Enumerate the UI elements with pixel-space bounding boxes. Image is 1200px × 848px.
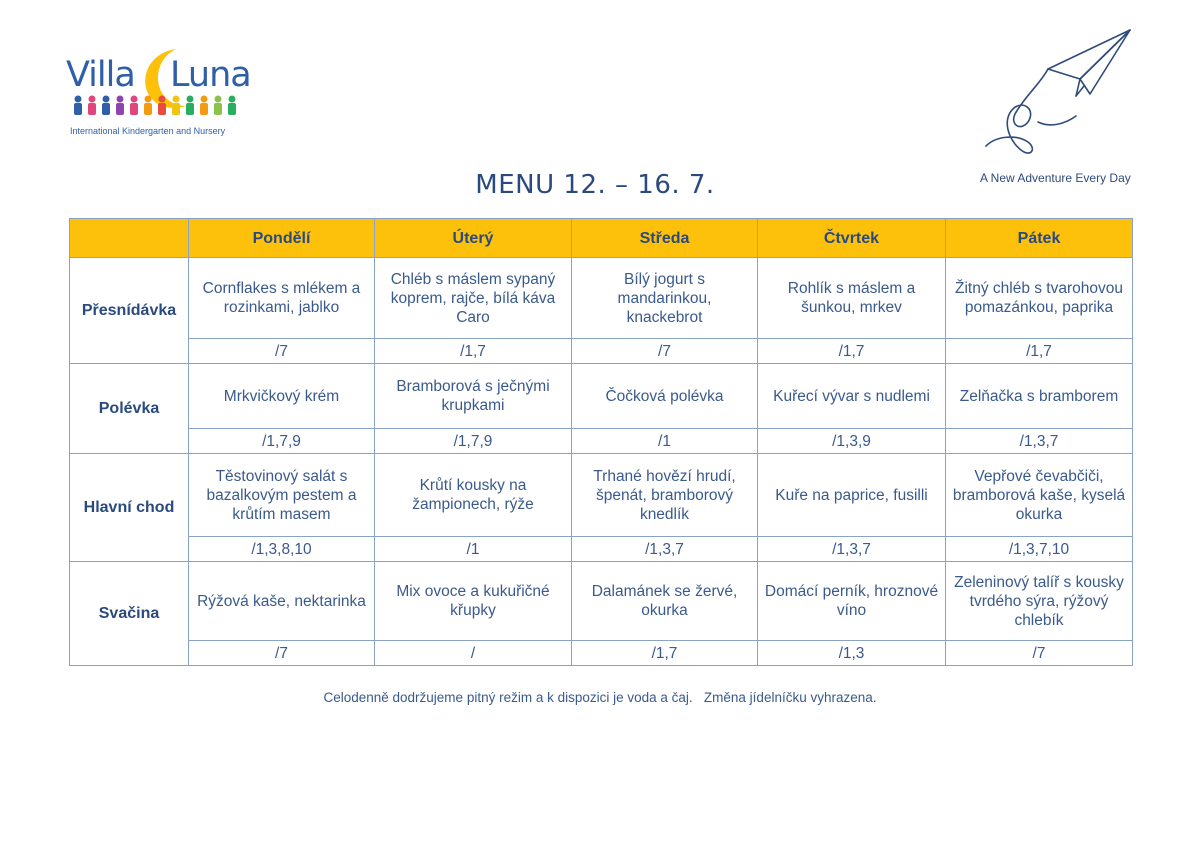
meal-item: Rýžová kaše, nektarinka: [189, 562, 375, 641]
meal-item: Zelňačka s bramborem: [946, 364, 1133, 429]
allergen-cell: /: [375, 641, 572, 666]
allergen-cell: /1,7,9: [375, 429, 572, 454]
allergen-cell: /1,3,7: [946, 429, 1133, 454]
meal-row: [70, 454, 1133, 537]
meal-item: Vepřové čevabčiči, bramborová kaše, kyselá okurka: [946, 454, 1133, 537]
meal-item: Kuřecí vývar s nudlemi: [758, 364, 946, 429]
meal-item: Rohlík s máslem a šunkou, mrkev: [758, 258, 946, 339]
day-header: Úterý: [375, 219, 572, 258]
menu-table: [69, 218, 1133, 666]
allergen-row: [70, 429, 1133, 454]
day-header: Středa: [572, 219, 758, 258]
day-header: Pátek: [946, 219, 1133, 258]
allergen-cell: /1,3,8,10: [189, 537, 375, 562]
meal-item: Bramborová s ječnými krupkami: [375, 364, 572, 429]
meal-item: Bílý jogurt s mandarinkou, knackebrot: [572, 258, 758, 339]
allergen-cell: /1,3,7: [758, 537, 946, 562]
allergen-cell: /1: [375, 537, 572, 562]
allergen-cell: /1,3: [758, 641, 946, 666]
meal-row: [70, 258, 1133, 339]
allergen-cell: /1,3,9: [758, 429, 946, 454]
allergen-cell: /7: [946, 641, 1133, 666]
header-row: [70, 219, 1133, 258]
children-icon: [70, 94, 240, 116]
logo-word-villa: Villa: [66, 55, 135, 95]
allergen-cell: /1,7: [572, 641, 758, 666]
day-header: Čtvrtek: [758, 219, 946, 258]
meal-row: [70, 364, 1133, 429]
meal-item: Zeleninový talíř s kousky tvrdého sýra, rýžový chlebík: [946, 562, 1133, 641]
meal-name: Přesnídávka: [70, 258, 189, 364]
allergen-cell: /1,7: [946, 339, 1133, 364]
meal-item: Mrkvičkový krém: [189, 364, 375, 429]
meal-item: Domácí perník, hroznové víno: [758, 562, 946, 641]
meal-name: Hlavní chod: [70, 454, 189, 562]
allergen-cell: /1,7: [375, 339, 572, 364]
allergen-cell: /1,3,7,10: [946, 537, 1133, 562]
allergen-cell: /7: [189, 641, 375, 666]
logo-tagline: International Kindergarten and Nursery: [70, 126, 226, 136]
meal-item: Těstovinový salát s bazalkovým pestem a krůtím masem: [189, 454, 375, 537]
page-title: MENU 12. – 16. 7.: [475, 170, 715, 200]
allergen-row: [70, 641, 1133, 666]
allergen-cell: /7: [572, 339, 758, 364]
villa-luna-logo: [66, 46, 256, 141]
meal-item: Trhané hovězí hrudí, špenát, bramborový knedlík: [572, 454, 758, 537]
meal-item: Mix ovoce a kukuřičné křupky: [375, 562, 572, 641]
header-corner: [70, 219, 189, 258]
meal-name: Polévka: [70, 364, 189, 454]
paper-plane-icon: [980, 24, 1140, 164]
logo-word-luna: Luna: [170, 55, 251, 95]
meal-item: Krůtí kousky na žampionech, rýže: [375, 454, 572, 537]
allergen-cell: /1,7: [758, 339, 946, 364]
allergen-cell: /1: [572, 429, 758, 454]
meal-name: Svačina: [70, 562, 189, 666]
meal-item: Čočková polévka: [572, 364, 758, 429]
day-header: Pondělí: [189, 219, 375, 258]
meal-item: Chléb s máslem sypaný koprem, rajče, bílá káva Caro: [375, 258, 572, 339]
allergen-row: [70, 339, 1133, 364]
meal-item: Cornflakes s mlékem a rozinkami, jablko: [189, 258, 375, 339]
adventure-tagline: A New Adventure Every Day: [980, 171, 1131, 185]
meal-item: Žitný chléb s tvarohovou pomazánkou, paprika: [946, 258, 1133, 339]
meal-row: [70, 562, 1133, 641]
allergen-cell: /1,7,9: [189, 429, 375, 454]
allergen-cell: /7: [189, 339, 375, 364]
meal-item: Kuře na paprice, fusilli: [758, 454, 946, 537]
footer-note: Celodenně dodržujeme pitný režim a k dispozici je voda a čaj. Změna jídelníčku vyhrazena.: [323, 690, 877, 705]
meal-item: Dalamánek se žervé, okurka: [572, 562, 758, 641]
allergen-row: [70, 537, 1133, 562]
allergen-cell: /1,3,7: [572, 537, 758, 562]
